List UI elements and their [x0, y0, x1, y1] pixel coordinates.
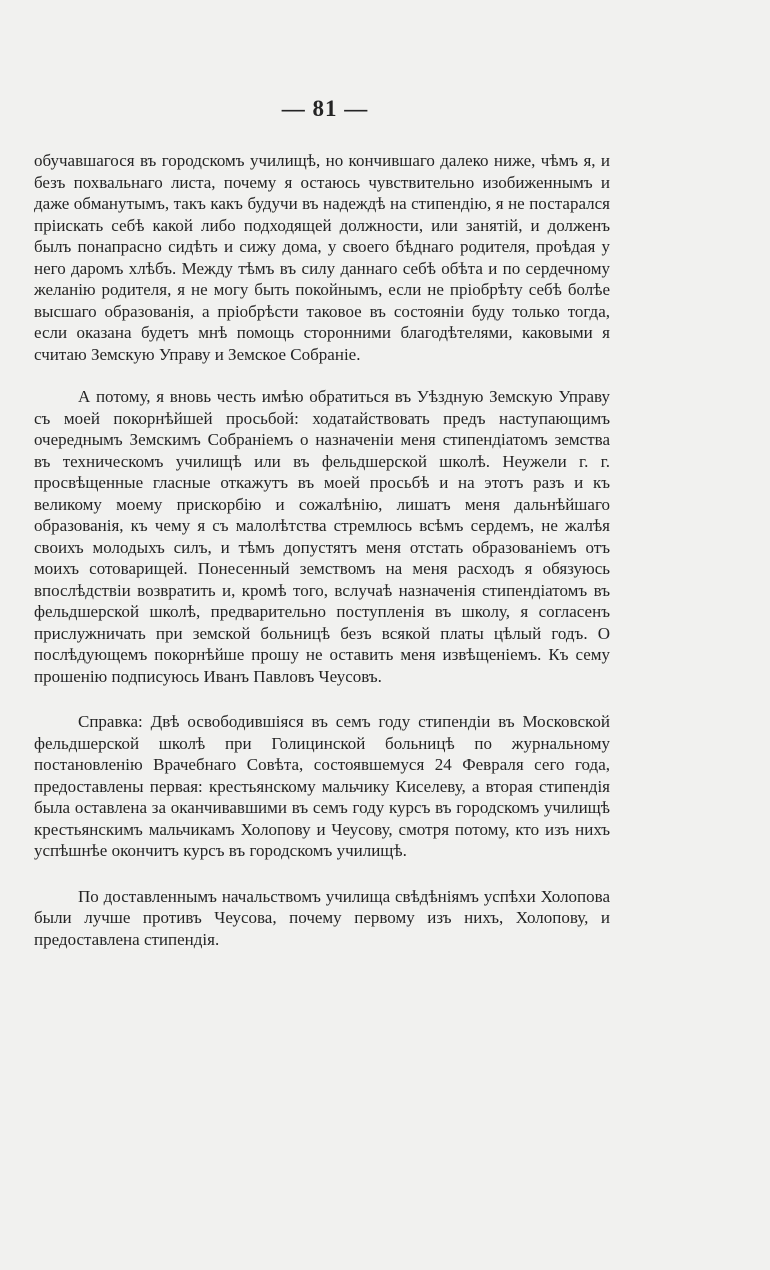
body-text	[34, 150, 610, 950]
paragraph-decision: По доставленнымъ начальствомъ училища свѣдѣніямъ успѣхи Холопова были лучше противъ Чеусова, почему первому изъ нихъ, Холопову, и предоставлена стипендія.	[34, 886, 610, 949]
page-number: — 81 —	[281, 96, 369, 121]
paragraph-request: А потому, я вновь честь имѣю обратиться въ Уѣздную Земскую Управу съ моей покорнѣйшей просьбой: ходатайствовать предъ наступающимъ очереднымъ Земскимъ Собраніемъ о назначеніи меня стипендіатомъ земства въ техническомъ училищѣ или въ фельдшерской школѣ. Неужели г. г. просвѣщенные гласные откажутъ въ моей просьбѣ и на этотъ разъ и къ великому моему прискорбію и сожалѣнію, лишатъ меня дальнѣйшаго образованія, къ чему я съ малолѣтства стремлюсь всѣмъ сердемъ, не жалѣя своихъ молодыхъ силъ, и тѣмъ допустятъ меня отстать образованіемъ отъ моихъ сотоварищей. Понесенный земствомъ на меня расходъ я обязуюсь впослѣдствіи возвратить и, кромѣ того, вслучаѣ назначенія стипендіатомъ въ фельдшерской школѣ, предварительно поступленія въ школу, я согласенъ прислужничать при земской больницѣ безъ всякой платы цѣлый годъ. О послѣдующемъ покорнѣйше прошу не оставить меня извѣщеніемъ. Къ сему прошенію подписуюсь Иванъ Павловъ Чеусовъ.	[34, 387, 610, 686]
paragraph-continuation: обучавшагося въ городскомъ училищѣ, но кончившаго далеко ниже, чѣмъ я, и безъ похвальнаго листа, почему я остаюсь чувствительно изобиженнымъ и даже обманутымъ, такъ какъ будучи въ надеждѣ на стипендію, я не постарался пріискать себѣ какой либо подходящей должности, или занятій, и долженъ былъ понапрасно сидѣть и сижу дома, у своего бѣднаго родителя, проѣдая у него даромъ хлѣбъ. Между тѣмъ въ силу даннаго себѣ обѣта и по сердечному желанію родителя, я не могу быть покойнымъ, если не пріобрѣту себѣ болѣе высшаго образованія, а пріобрѣсти таковое въ состояніи буду только тогда, если оказана будетъ мнѣ помощь сторонними благодѣтелями, каковыми я считаю Земскую Управу и Земское Собраніе.	[34, 151, 610, 364]
paragraph-reference: Справка: Двѣ освободившіяся въ семъ году стипендіи въ Московской фельдшерской школѣ при Голицинской больницѣ по журнальному постановленію Врачебнаго Совѣта, состоявшемуся 24 Февраля сего года, предоставлены первая: крестьянскому мальчику Киселеву, а вторая стипендія была оставлена за оканчивавшими въ семъ году курсъ въ городскомъ училищѣ крестьянскимъ мальчикамъ Холопову и Чеусову, смотря потому, кто изъ нихъ успѣшнѣе окончитъ курсъ въ городскомъ училищѣ.	[34, 712, 610, 860]
